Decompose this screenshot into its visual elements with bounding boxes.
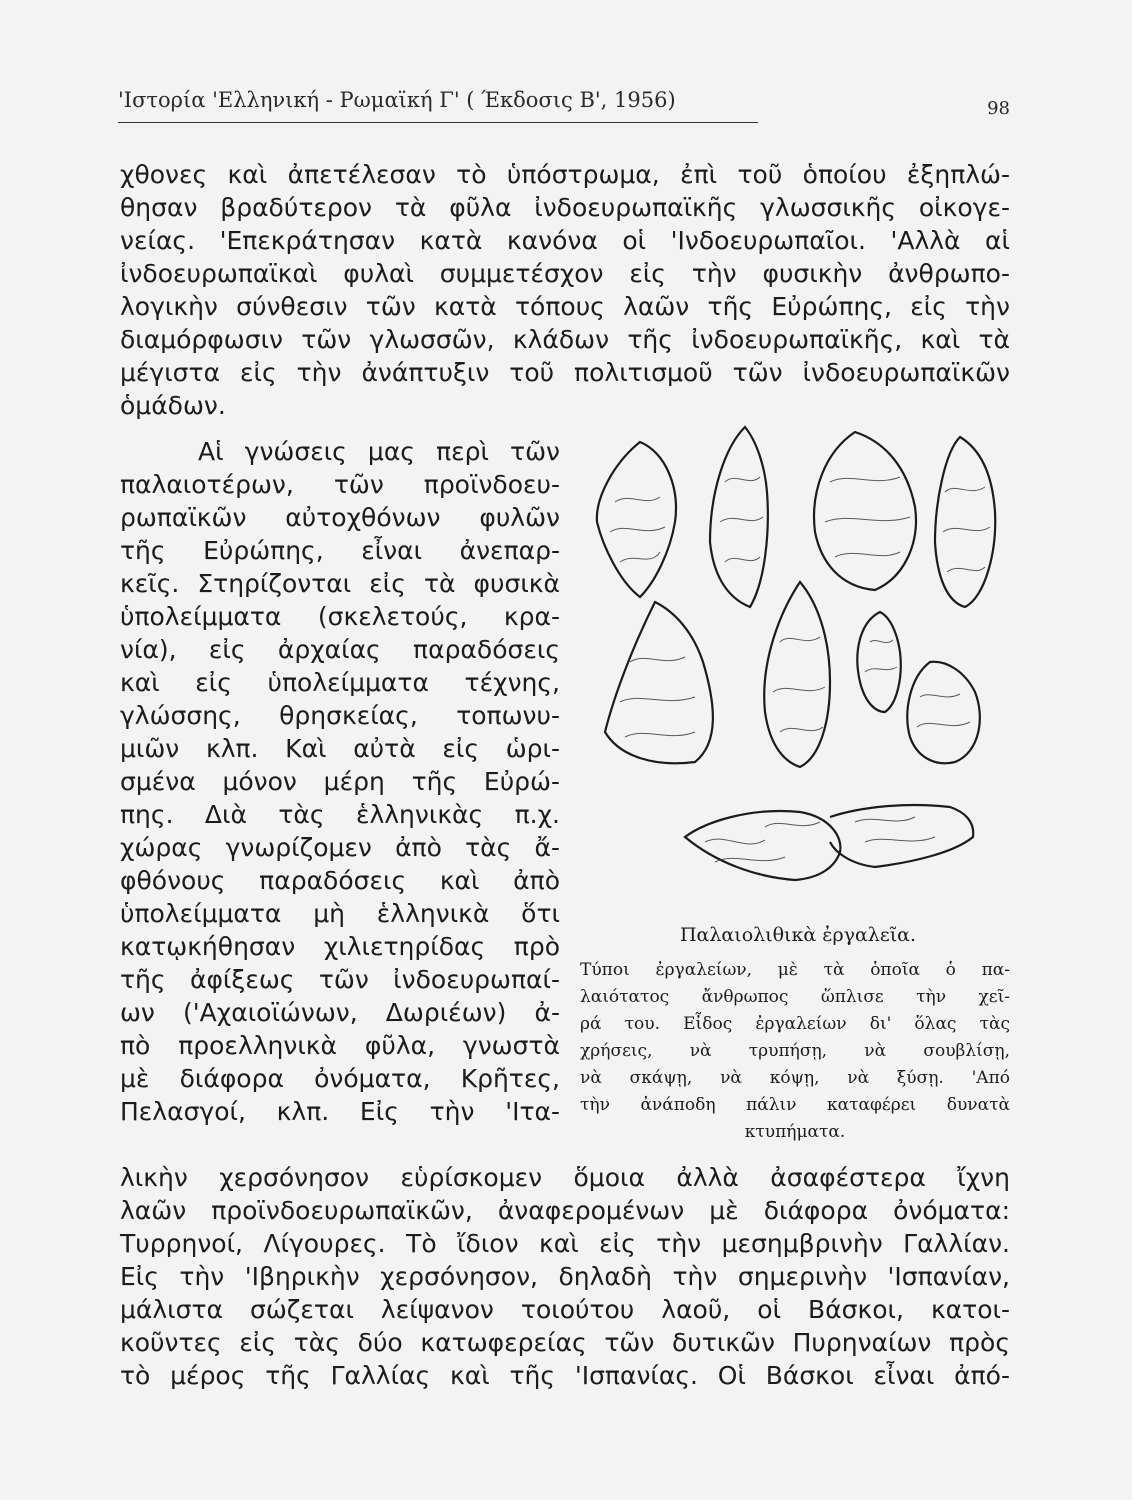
text-line: διαμόρφωσιν τῶν γλωσσῶν, κλάδων τῆς ἰνδοευρωπαϊκῆς, καὶ τὰ xyxy=(120,325,1010,354)
text-line: καὶ εἰς ὑπολείμματα τέχνης, xyxy=(120,668,560,697)
text-line: παλαιοτέρων, τῶν προϊνδοευ- xyxy=(120,470,560,499)
text-line: ὑπολείμματα (σκελετούς, κρα- xyxy=(120,602,560,631)
text-line: ων ('Αχαιοϊώνων, Δωριέων) ἀ- xyxy=(120,998,560,1027)
text-line: κοῦντες εἰς τὰς δύο κατωφερείας τῶν δυτικῶν Πυρηναίων πρὸς xyxy=(120,1328,1010,1357)
text-line: πης. Διὰ τὰς ἑλληνικὰς π.χ. xyxy=(120,800,560,829)
text-line: σμένα μόνον μέρη τῆς Εὐρώ- xyxy=(120,767,560,796)
text-line: κεῖς. Στηρίζονται εἰς τὰ φυσικὰ xyxy=(120,569,560,598)
page-number: 98 xyxy=(987,98,1010,119)
text-line: Τυρρηνοί, Λίγουρες. Τὸ ἴδιον καὶ εἰς τὴν μεσημβρινὴν Γαλλίαν. xyxy=(120,1229,1010,1258)
text-line: ὁμάδων. xyxy=(120,391,226,420)
page-header xyxy=(118,88,1010,120)
text-line: λικὴν χερσόνησον εὑρίσκομεν ὅμοια ἀλλὰ ἀσαφέστερα ἴχνη xyxy=(120,1163,1010,1192)
running-title: 'Ιστορία 'Ελληνική - Ρωμαϊκή Γ' ( Έκδοσις Β', 1956) xyxy=(118,88,676,112)
text-line: μὲ διάφορα ὀνόματα, Κρῆτες, xyxy=(120,1064,560,1093)
figure-title: Παλαιολιθικὰ ἐργαλεῖα. xyxy=(679,924,917,946)
caption-line: Τύποι ἐργαλείων, μὲ τὰ ὁποῖα ὁ πα- xyxy=(580,960,1010,980)
text-line: γλώσσης, θρησκείας, τοπωνυ- xyxy=(120,701,560,730)
text-line: νείας. 'Επεκράτησαν κατὰ κανόνα οἱ 'Ινδοευρωπαῖοι. 'Αλλὰ αἱ xyxy=(120,226,1010,255)
caption-line: νὰ σκάψῃ, νὰ κόψῃ, νὰ ξύσῃ. 'Από xyxy=(580,1068,1010,1088)
text-line: νία), εἰς ἀρχαίας παραδόσεις xyxy=(120,635,560,664)
stone-tools-illustration xyxy=(585,412,1015,912)
text-line: τῆς Εὐρώπης, εἶναι ἀνεπαρ- xyxy=(120,536,560,565)
text-line: ρωπαϊκῶν αὐτοχθόνων φυλῶν xyxy=(120,503,560,532)
caption-line: ρά του. Εἶδος ἐργαλείων δι' ὅλας τὰς xyxy=(580,1014,1010,1034)
text-line: κατῳκήθησαν χιλιετηρίδας πρὸ xyxy=(120,932,560,961)
header-rule xyxy=(118,122,758,123)
caption-line: κτυπήματα. xyxy=(744,1122,846,1142)
text-line: χώρας γνωρίζομεν ἀπὸ τὰς ἄ- xyxy=(120,833,560,862)
caption-line: τὴν ἀνάποδη πάλιν καταφέρει δυνατὰ xyxy=(580,1095,1010,1115)
caption-line: λαιότατος ἄνθρωπος ὥπλισε τὴν χεῖ- xyxy=(580,987,1010,1007)
text-line: τῆς ἀφίξεως τῶν ἰνδοευρωπαί- xyxy=(120,965,560,994)
text-line: λογικὴν σύνθεσιν τῶν κατὰ τόπους λαῶν τῆς Εὐρώπης, εἰς τὴν xyxy=(120,292,1010,321)
text-line: ὑπολείμματα μὴ ἑλληνικὰ ὅτι xyxy=(120,899,560,928)
text-line: πὸ προελληνικὰ φῦλα, γνωστὰ xyxy=(120,1031,560,1060)
text-line: μιῶν κλπ. Καὶ αὐτὰ εἰς ὡρι- xyxy=(120,734,560,763)
text-line: ἰνδοευρωπαϊκαὶ φυλαὶ συμμετέσχον εἰς τὴν φυσικὴν ἀνθρωπο- xyxy=(120,259,1010,288)
caption-line: χρήσεις, νὰ τρυπήσῃ, νὰ σουβλίσῃ, xyxy=(580,1041,1010,1061)
text-line: Πελασγοί, κλπ. Εἰς τὴν 'Ιτα- xyxy=(120,1097,560,1126)
text-line: τὸ μέρος τῆς Γαλλίας καὶ τῆς 'Ισπανίας. Οἱ Βάσκοι εἶναι ἀπό- xyxy=(120,1361,1010,1390)
text-line: Εἰς τὴν 'Ιβηρικὴν χερσόνησον, δηλαδὴ τὴν σημερινὴν 'Ισπανίαν, xyxy=(120,1262,1010,1291)
text-line: μέγιστα εἰς τὴν ἀνάπτυξιν τοῦ πολιτισμοῦ τῶν ἰνδοευρωπαϊκῶν xyxy=(120,358,1010,387)
text-line: χθονες καὶ ἀπετέλεσαν τὸ ὑπόστρωμα, ἐπὶ τοῦ ὁποίου ἐξηπλώ- xyxy=(120,160,1010,189)
text-line: λαῶν προϊνδοευρωπαϊκῶν, ἀναφερομένων μὲ διάφορα ὀνόματα: xyxy=(120,1196,1010,1225)
paleolithic-tools-drawing xyxy=(585,412,1015,912)
text-line: φθόνους παραδόσεις καὶ ἀπὸ xyxy=(120,866,560,895)
text-line: μάλιστα σώζεται λείψανον τοιούτου λαοῦ, οἱ Βάσκοι, κατοι- xyxy=(120,1295,1010,1324)
text-line: Αἱ γνώσεις μας περὶ τῶν xyxy=(198,437,560,466)
text-line: θησαν βραδύτερον τὰ φῦλα ἰνδοευρωπαϊκῆς γλωσσικῆς οἰκογε- xyxy=(120,193,1010,222)
